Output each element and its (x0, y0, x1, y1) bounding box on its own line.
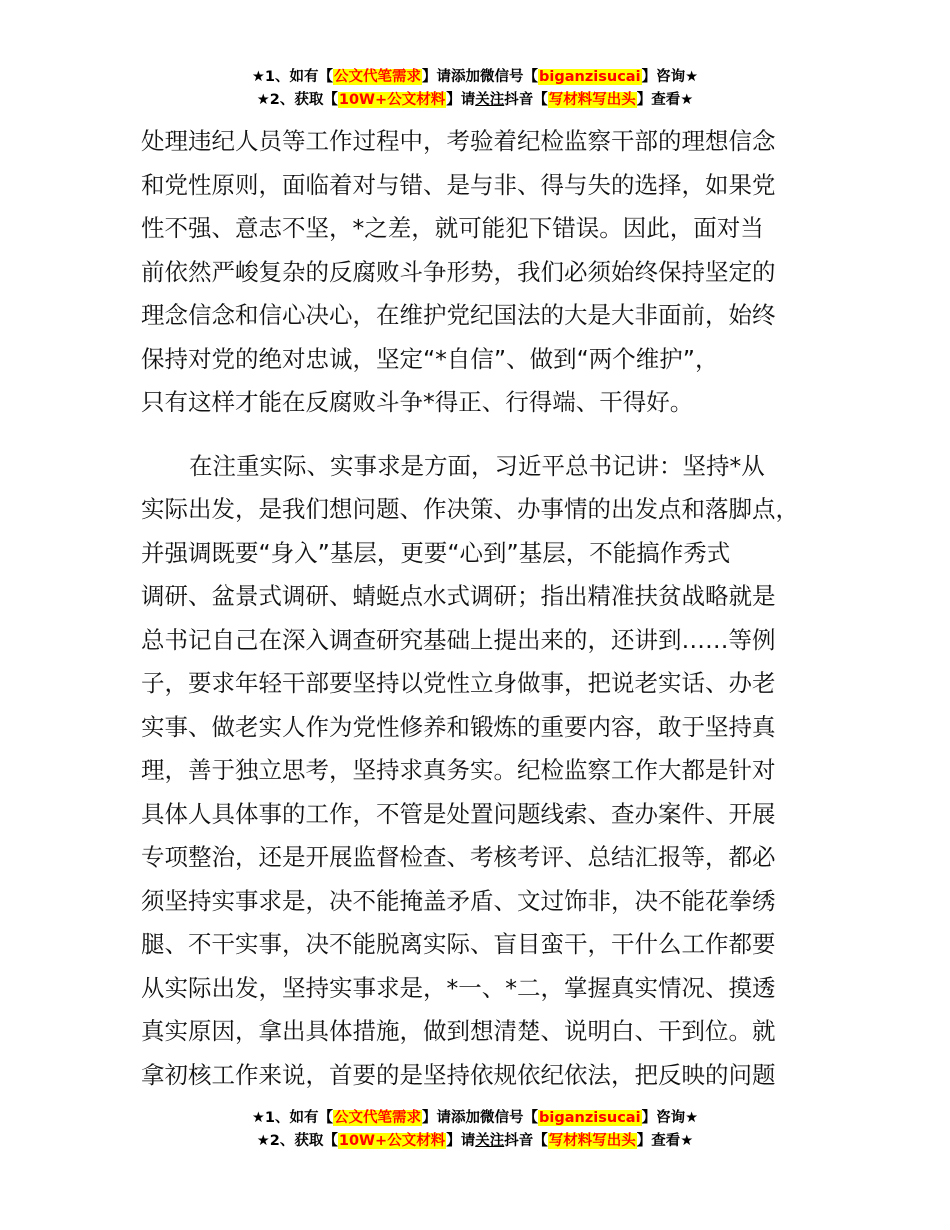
text-line: 处理违纪人员等工作过程中，考验着纪检监察干部的理想信念 (141, 127, 776, 155)
banner-line-2-prefix: ★2、获取【 (256, 1133, 338, 1149)
banner-line-2-suffix: 】查看★ (636, 92, 694, 108)
banner-line-2 (0, 1130, 950, 1153)
banner-line-1-prefix: ★1、如有【 (251, 1110, 334, 1126)
text-line: 实事、做老实人作为党性修养和锻炼的重要内容，敢于坚持真 (141, 712, 776, 741)
text-line: 理念信念和信心决心，在维护党纪国法的大是大非面前，始终 (141, 301, 776, 329)
banner-line-1-middle: 】请添加微信号【 (422, 1110, 539, 1126)
text-line: 实际出发，是我们想问题、作决策、办事情的出发点和落脚点， (141, 495, 799, 523)
banner-highlight-wechat-id: biganzisucai (539, 69, 641, 85)
text-line: 和党性原则，面临着对与错、是与非、得与失的选择，如果党 (141, 170, 776, 199)
banner-highlight-douyin: 写材料写出头 (548, 1133, 636, 1149)
document-body (141, 120, 819, 1097)
text-line: 具体人具体事的工作，不管是处置问题线索、查办案件、开展 (141, 799, 776, 828)
banner-line-2 (0, 89, 950, 112)
banner-line-2-middle-2: 抖音【 (504, 92, 548, 108)
banner-line-1 (0, 1107, 950, 1130)
banner-line-1-prefix: ★1、如有【 (251, 69, 334, 85)
text-line: 在注重实际、实事求是方面，习近平总书记讲：坚持*从 (189, 451, 765, 480)
banner-line-2-suffix: 】查看★ (636, 1133, 694, 1149)
text-line: 调研、盆景式调研、蜻蜓点水式调研；指出精准扶贫战略就是 (141, 582, 776, 610)
banner-follow-text: 关注 (475, 92, 505, 108)
text-line: 只有这样才能在反腐败斗争*得正、行得端、干得好。 (141, 388, 694, 416)
paragraph-1 (141, 120, 819, 425)
banner-line-1-suffix: 】咨询★ (641, 69, 699, 85)
banner-highlight-service: 公文代笔需求 (334, 1110, 422, 1126)
footer-banner (0, 1107, 950, 1153)
text-line: 总书记自己在深入调查研究基础上提出来的，还讲到……等例 (141, 625, 776, 654)
banner-line-2-middle-1: 】请 (446, 92, 476, 108)
header-banner (0, 66, 950, 112)
paragraph-2 (141, 445, 819, 1098)
text-line: 从实际出发，坚持实事求是，*一、*二，掌握真实情况、摸透 (141, 973, 776, 1002)
text-line: 并强调既要“身入”基层，更要“心到”基层，不能搞作秀式 (141, 538, 731, 567)
text-line: 专项整治，还是开展监督检查、考核考评、总结汇报等，都必 (141, 843, 776, 871)
banner-line-2-middle-2: 抖音【 (504, 1133, 548, 1149)
banner-line-1-middle: 】请添加微信号【 (422, 69, 539, 85)
text-line: 性不强、意志不坚，*之差，就可能犯下错误。因此，面对当 (141, 214, 764, 242)
banner-highlight-douyin: 写材料写出头 (548, 92, 636, 108)
text-line: 真实原因，拿出具体措施，做到想清楚、说明白、干到位。就 (141, 1017, 776, 1045)
banner-follow-text: 关注 (475, 1133, 505, 1149)
text-line: 腿、不干实事，决不能脱离实际、盲目蛮干，干什么工作都要 (141, 930, 776, 958)
banner-highlight-materials: 10W+公文材料 (338, 92, 446, 108)
banner-line-2-middle-1: 】请 (446, 1133, 476, 1149)
text-line: 保持对党的绝对忠诚，坚定“*自信”、做到“两个维护”， (141, 344, 719, 373)
banner-highlight-materials: 10W+公文材料 (338, 1133, 446, 1149)
text-line: 须坚持实事求是，决不能掩盖矛盾、文过饰非，决不能花拳绣 (141, 886, 776, 915)
paragraph-spacer (141, 425, 819, 445)
text-line: 子，要求年轻干部要坚持以党性立身做事，把说老实话、办老 (141, 669, 776, 697)
banner-highlight-wechat-id: biganzisucai (539, 1110, 641, 1126)
banner-line-1-suffix: 】咨询★ (641, 1110, 699, 1126)
banner-line-1 (0, 66, 950, 89)
banner-highlight-service: 公文代笔需求 (334, 69, 422, 85)
text-line: 理，善于独立思考，坚持求真务实。纪检监察工作大都是针对 (141, 756, 776, 784)
text-line: 前依然严峻复杂的反腐败斗争形势，我们必须始终保持坚定的 (141, 257, 776, 286)
banner-line-2-prefix: ★2、获取【 (256, 92, 338, 108)
text-line: 拿初核工作来说，首要的是坚持依规依纪依法，把反映的问题 (141, 1060, 776, 1089)
